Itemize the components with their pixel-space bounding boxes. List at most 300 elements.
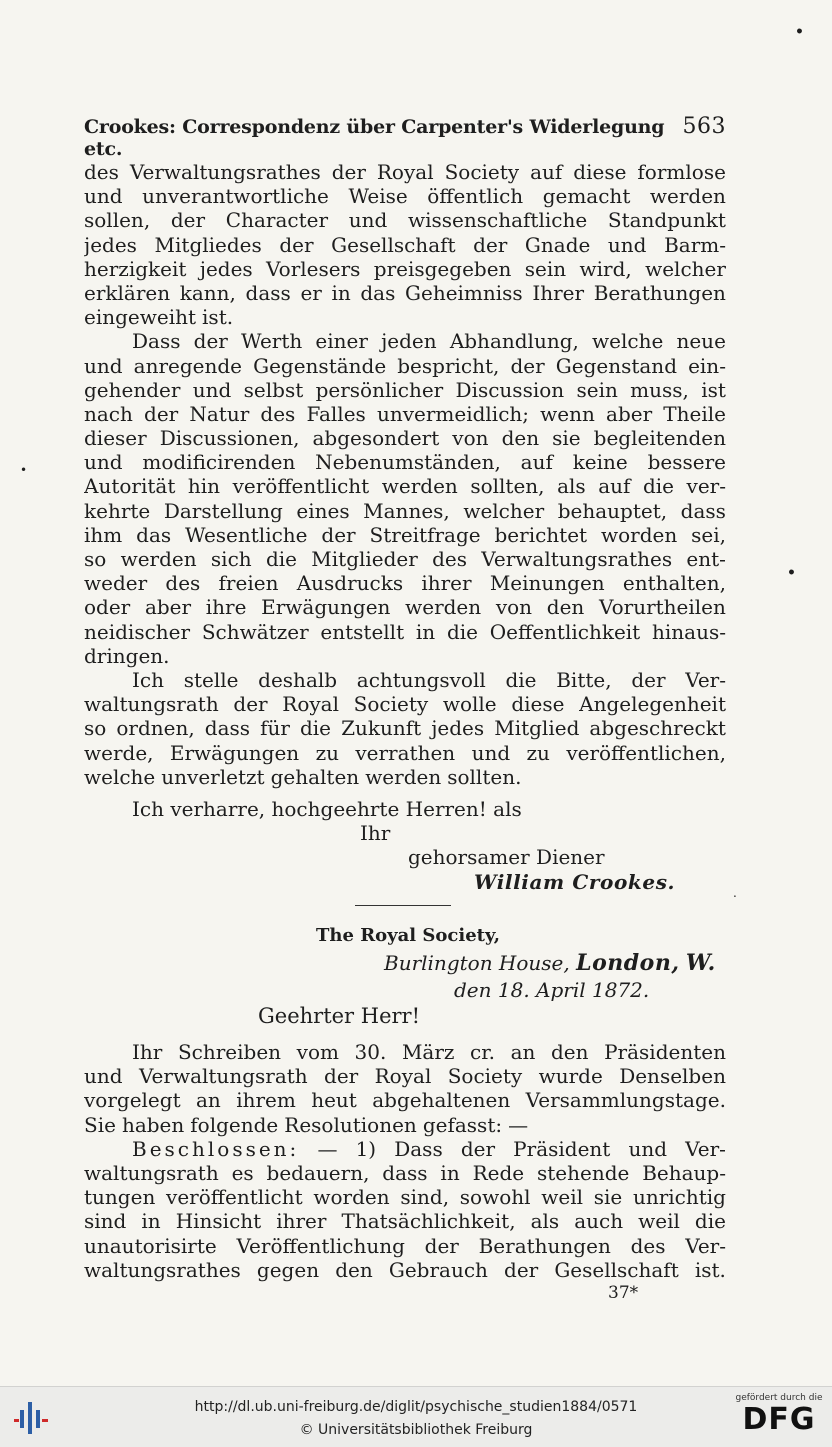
word: als (557, 474, 586, 499)
word: und (192, 377, 232, 402)
margin-speck: • (787, 565, 796, 581)
word: der (144, 401, 179, 426)
margin-speck: . (733, 886, 737, 900)
word: Verwaltungsrath (138, 1064, 308, 1089)
margin-speck: • (20, 463, 28, 477)
text-line (84, 305, 726, 329)
word: ihrer (421, 571, 472, 596)
word: ist. (694, 1257, 726, 1282)
word: Mitglied (494, 716, 580, 741)
letterhead-address-pre: Burlington House, (384, 951, 570, 975)
word: ent- (686, 547, 726, 571)
word: Natur (189, 401, 250, 426)
text-line (84, 1088, 726, 1112)
word: an (510, 1040, 536, 1064)
text-line (84, 160, 726, 184)
word: Geheimniss (405, 280, 523, 305)
word: Schwätzer (201, 619, 309, 644)
word: Vorlesers (266, 256, 361, 281)
word: sie (552, 426, 581, 451)
word: Dass (132, 329, 181, 354)
word: Mitgliedes (154, 232, 262, 257)
word: Angelegenheit (579, 692, 726, 717)
word: Mannes, (363, 498, 450, 523)
word: Präsident (513, 1136, 611, 1161)
text-line (84, 281, 726, 305)
word: unvermeidlich; (376, 401, 530, 426)
word: gegen (256, 1257, 320, 1282)
word: den (501, 426, 540, 451)
word: Thatsächlichkeit, (341, 1209, 516, 1234)
dfg-caption: gefördert durch die (735, 1393, 823, 1403)
word: Erwägungen (261, 595, 391, 620)
word: Gnade (524, 232, 591, 257)
word: Werth (241, 329, 303, 354)
word: freien (218, 571, 279, 596)
letterhead (84, 922, 726, 1004)
word: welche (84, 764, 156, 789)
word: Sie (84, 1112, 116, 1137)
word: Ihr (132, 1040, 163, 1064)
word: für (260, 716, 290, 741)
word: der (233, 692, 268, 717)
text-line (84, 668, 726, 692)
word: und (84, 1064, 123, 1089)
word: Zukunft (341, 716, 422, 741)
word: vorgelegt (84, 1088, 181, 1113)
text-line (84, 1113, 726, 1137)
word: Society (447, 1064, 523, 1089)
word: Präsidenten (604, 1040, 726, 1064)
closing-ihr: Ihr (360, 821, 391, 846)
word: Veröffentlichung (236, 1233, 405, 1258)
word: und (84, 450, 123, 475)
word: Ihrer (532, 280, 585, 305)
text-line (84, 716, 726, 740)
word: sollten. (447, 764, 522, 789)
word: veröffentlicht (232, 474, 370, 499)
word: unrichtig (632, 1185, 726, 1210)
word: wird, (579, 256, 632, 281)
word: 1) (355, 1136, 377, 1161)
text-line (84, 1209, 726, 1233)
word: berichtet (494, 522, 588, 547)
word: Bitte, (556, 667, 612, 692)
word: worden (313, 1185, 390, 1210)
word: jedes (84, 232, 137, 257)
word: weil (541, 1185, 583, 1210)
word: aber (606, 401, 653, 426)
word: werden (649, 184, 726, 209)
word: verrathen (355, 740, 456, 765)
word: Royal (376, 160, 434, 184)
word: weil (638, 1209, 680, 1234)
word: dass (382, 1160, 428, 1185)
text-line (84, 402, 726, 426)
word: Rede (472, 1160, 525, 1185)
word: eingeweiht (84, 305, 197, 330)
word: so (84, 547, 107, 571)
word: bespricht, (397, 353, 500, 378)
word: werden (365, 764, 442, 789)
word: ihrer (276, 1209, 327, 1234)
word: sind (84, 1209, 127, 1234)
word: abgeschreckt (589, 716, 726, 741)
word: Ich (132, 667, 164, 692)
word: entstellt (320, 619, 405, 644)
text-line (84, 547, 726, 571)
word: die (642, 474, 674, 499)
word: abgehaltenen (372, 1088, 511, 1113)
word: die (446, 619, 478, 644)
word: Meinungen (489, 571, 605, 596)
word: dass (245, 280, 291, 305)
word: Character (225, 208, 329, 233)
word: Royal (282, 692, 339, 717)
word: Ver- (685, 667, 726, 692)
word: behauptet, (557, 498, 668, 523)
page-number: 563 (682, 114, 726, 139)
word: Autorität (84, 474, 176, 499)
text-line (84, 1064, 726, 1088)
word: kann, (179, 280, 236, 305)
word: ver- (686, 474, 726, 499)
word: und (348, 208, 388, 233)
word: des (432, 547, 468, 571)
word: werden (381, 474, 458, 499)
letterhead-date: den 18. April 1872. (454, 978, 650, 1002)
word: wissenschaftliche (408, 208, 588, 233)
word: dieser (84, 426, 147, 451)
word: Wesentliche (185, 522, 308, 547)
permalink-url[interactable]: http://dl.ub.uni-freiburg.de/diglit/psychische_studien1884/0571 (194, 1399, 638, 1415)
word: des (630, 1233, 666, 1258)
word: Discussionen, (159, 426, 300, 451)
word: diese (573, 160, 627, 184)
word: zu (315, 740, 339, 765)
text-line (84, 257, 726, 281)
word: der (510, 353, 545, 378)
word: der (193, 329, 228, 354)
word: achtungsvoll (356, 667, 486, 692)
word: dass (204, 716, 251, 741)
word: modificirenden (142, 450, 296, 475)
word: jedes (431, 716, 485, 741)
word: weder (84, 571, 148, 596)
text-line (84, 644, 726, 668)
word: ein- (688, 353, 726, 378)
word: gehalten (270, 764, 360, 789)
word: in (141, 1209, 161, 1234)
word: keine (572, 450, 628, 475)
word: des (84, 160, 119, 184)
text-line (84, 571, 726, 595)
word: sich (210, 547, 252, 571)
text-line (84, 450, 726, 474)
signature-mark: 37* (608, 1283, 639, 1303)
salutation: Geehrter Herr! (258, 1004, 421, 1028)
word: hinaus- (651, 619, 726, 644)
word: sein (576, 377, 618, 402)
word: wolle (442, 692, 497, 717)
dfg-sponsor (734, 1393, 824, 1437)
word: waltungsrath (84, 692, 219, 717)
word: den (550, 1040, 589, 1064)
word: Standpunkt (607, 208, 726, 233)
closing-diener: gehorsamer Diener (408, 845, 605, 870)
word: tungen (84, 1185, 156, 1210)
word: Weise (348, 184, 408, 209)
word: Royal (374, 1064, 432, 1089)
word: ihm (84, 522, 123, 547)
text-line (84, 1185, 726, 1209)
section-divider (355, 905, 451, 906)
word: der (473, 232, 508, 257)
word: welcher (645, 256, 726, 281)
word: kehrte (84, 498, 151, 523)
text-line (84, 1234, 726, 1258)
word: Ver- (685, 1136, 726, 1161)
word: öffentlich (427, 184, 524, 209)
word: Verwaltungsrathes (129, 160, 321, 184)
word: jeden (381, 329, 437, 354)
word: und (84, 184, 123, 209)
word: Denselben (619, 1064, 726, 1089)
word: sie (593, 1185, 623, 1210)
word: werden (120, 547, 197, 571)
word: heut (311, 1088, 357, 1113)
word: der (321, 522, 356, 547)
word: wurde (538, 1064, 603, 1089)
word: werden (405, 595, 482, 620)
word: Barm- (664, 232, 726, 257)
word: unverantwortliche (142, 184, 329, 209)
word: den (335, 1257, 373, 1282)
word: Falles (306, 401, 366, 426)
word: Berathungen (593, 280, 726, 305)
word: Vorurtheilen (598, 595, 726, 620)
word: Erwägungen (169, 740, 300, 765)
word: 30. (354, 1040, 387, 1064)
text-line (84, 1258, 726, 1282)
word: oder (84, 595, 131, 620)
word: werde, (84, 740, 154, 765)
word: März (401, 1040, 455, 1064)
text-line (84, 1137, 726, 1161)
word: der (631, 667, 666, 692)
word: enthalten, (622, 571, 726, 596)
word: unverletzt (161, 764, 265, 789)
word: stelle (183, 667, 239, 692)
word: sei, (691, 522, 726, 547)
word: der (331, 160, 366, 184)
word: des (260, 401, 296, 426)
word: und (607, 232, 647, 257)
word: sind, (400, 1185, 450, 1210)
word: preisgegeben (373, 256, 512, 281)
viewer-footer (0, 1386, 832, 1447)
word: des (165, 571, 201, 596)
word: der (170, 208, 206, 233)
text-line (84, 474, 726, 498)
word: Resolutionen (284, 1112, 417, 1137)
word: Berathungen (478, 1233, 611, 1258)
word: auf (598, 474, 631, 499)
word: bedauern, (266, 1160, 370, 1185)
word: Gesellschaft (331, 232, 456, 257)
running-header (84, 114, 726, 160)
word: veröffentlicht (166, 1185, 303, 1210)
word: unautorisirte (84, 1233, 217, 1258)
word: einer (315, 329, 368, 354)
closing-line: Ich verharre, hochgeehrte Herren! als (132, 797, 522, 821)
word: Darstellung (163, 498, 283, 523)
word: — (508, 1112, 529, 1137)
word: er (300, 280, 322, 305)
word: den (546, 595, 585, 620)
word: der (424, 1233, 459, 1258)
word: Abhandlung, (449, 329, 579, 354)
word: sollen, (84, 208, 151, 233)
word: welche (592, 329, 664, 354)
word: dass (680, 498, 726, 523)
word: Ver- (685, 1233, 726, 1258)
copyright-notice: © Universitätsbibliothek Freiburg (299, 1422, 533, 1438)
word: Gegenstände (253, 353, 387, 378)
word: hin (187, 474, 221, 499)
word: vom (296, 1040, 339, 1064)
word: in (331, 280, 351, 305)
text-line (84, 208, 726, 232)
word: dringen. (84, 643, 170, 668)
word: persönlicher (315, 377, 444, 402)
word: und (84, 353, 123, 378)
text-line (84, 354, 726, 378)
word: Society (353, 692, 429, 717)
word: Streitfrage (369, 522, 481, 547)
text-line (84, 426, 726, 450)
word: Society (444, 160, 520, 184)
word: Nebenumständen, (315, 450, 501, 475)
word: jedes (199, 256, 253, 281)
letter-body-royal-society (84, 1040, 726, 1282)
word: muss, (630, 377, 689, 402)
word: Gegenstand (555, 353, 677, 378)
word: an (196, 1088, 221, 1113)
text-line (84, 765, 726, 789)
word: folgende (190, 1112, 279, 1137)
word: ist. (202, 305, 234, 330)
letterhead-city: London, (576, 950, 680, 976)
word: Gebrauch (388, 1257, 488, 1282)
word: abgesondert (312, 426, 440, 451)
text-line (84, 1040, 726, 1064)
word: von (495, 595, 533, 620)
text-line (84, 620, 726, 644)
word: Discussion (455, 377, 565, 402)
word: erklären (84, 280, 171, 305)
word: in (440, 1160, 460, 1185)
text-line (84, 378, 726, 402)
word: das (136, 522, 172, 547)
word: die (265, 547, 297, 571)
text-line (84, 741, 726, 765)
word: begleitenden (593, 426, 726, 451)
dfg-logo-icon: DFG (742, 1402, 816, 1437)
word: diese (511, 692, 565, 717)
word: gefasst: (422, 1112, 503, 1137)
word: nach (84, 401, 133, 426)
text-line (84, 233, 726, 257)
word: der (504, 1257, 539, 1282)
word: aber (144, 595, 192, 620)
text-line (84, 184, 726, 208)
word: und (471, 740, 511, 765)
word: Schreiben (177, 1040, 282, 1064)
word: in (415, 619, 436, 644)
letterhead-address (84, 950, 726, 976)
text-line (84, 523, 726, 547)
word: formlose (637, 160, 726, 184)
word: so (84, 716, 107, 741)
word: sowohl (459, 1185, 531, 1210)
scan-speck: • (795, 24, 804, 40)
word: sollten, (470, 474, 545, 499)
text-line (84, 595, 726, 619)
word: die (694, 1209, 726, 1234)
word: stehende (536, 1160, 630, 1185)
word: herzigkeit (84, 256, 187, 281)
word: Theile (663, 401, 726, 426)
letterhead-district: W. (685, 950, 716, 976)
word: Ausdrucks (296, 571, 404, 596)
word: als (530, 1209, 560, 1234)
word: wenn (540, 401, 595, 426)
letterhead-org: The Royal Society, (316, 925, 500, 946)
word: bessere (647, 450, 726, 475)
word: das (360, 280, 396, 305)
word: ihre (205, 595, 247, 620)
word: worden (600, 522, 678, 547)
word: waltungsrath (84, 1160, 219, 1185)
word: cr. (470, 1040, 495, 1064)
letter-body-crookes (84, 160, 726, 789)
word: auf (530, 160, 563, 184)
text-line (84, 499, 726, 523)
word: — (317, 1136, 338, 1161)
text-line (84, 329, 726, 353)
text-line (84, 1161, 726, 1185)
signature: William Crookes. (474, 869, 676, 894)
word: der (324, 1064, 359, 1089)
word: der (460, 1136, 496, 1161)
word: Verwaltungsrathes (481, 547, 673, 571)
word: selbst (243, 377, 304, 402)
word: und (628, 1136, 668, 1161)
word: auch (574, 1209, 624, 1234)
word: Beschlossen: (132, 1136, 300, 1161)
word: Versammlungstage. (525, 1088, 726, 1113)
word: Dass (394, 1136, 443, 1161)
word: Gesellschaft (554, 1257, 679, 1282)
word: sein (524, 256, 567, 281)
word: Mitglieder (311, 547, 418, 571)
word: veröffentlichen, (566, 740, 726, 765)
word: die (299, 716, 332, 741)
word: ist (701, 377, 726, 402)
word: gemacht (542, 184, 631, 209)
word: der (279, 232, 314, 257)
